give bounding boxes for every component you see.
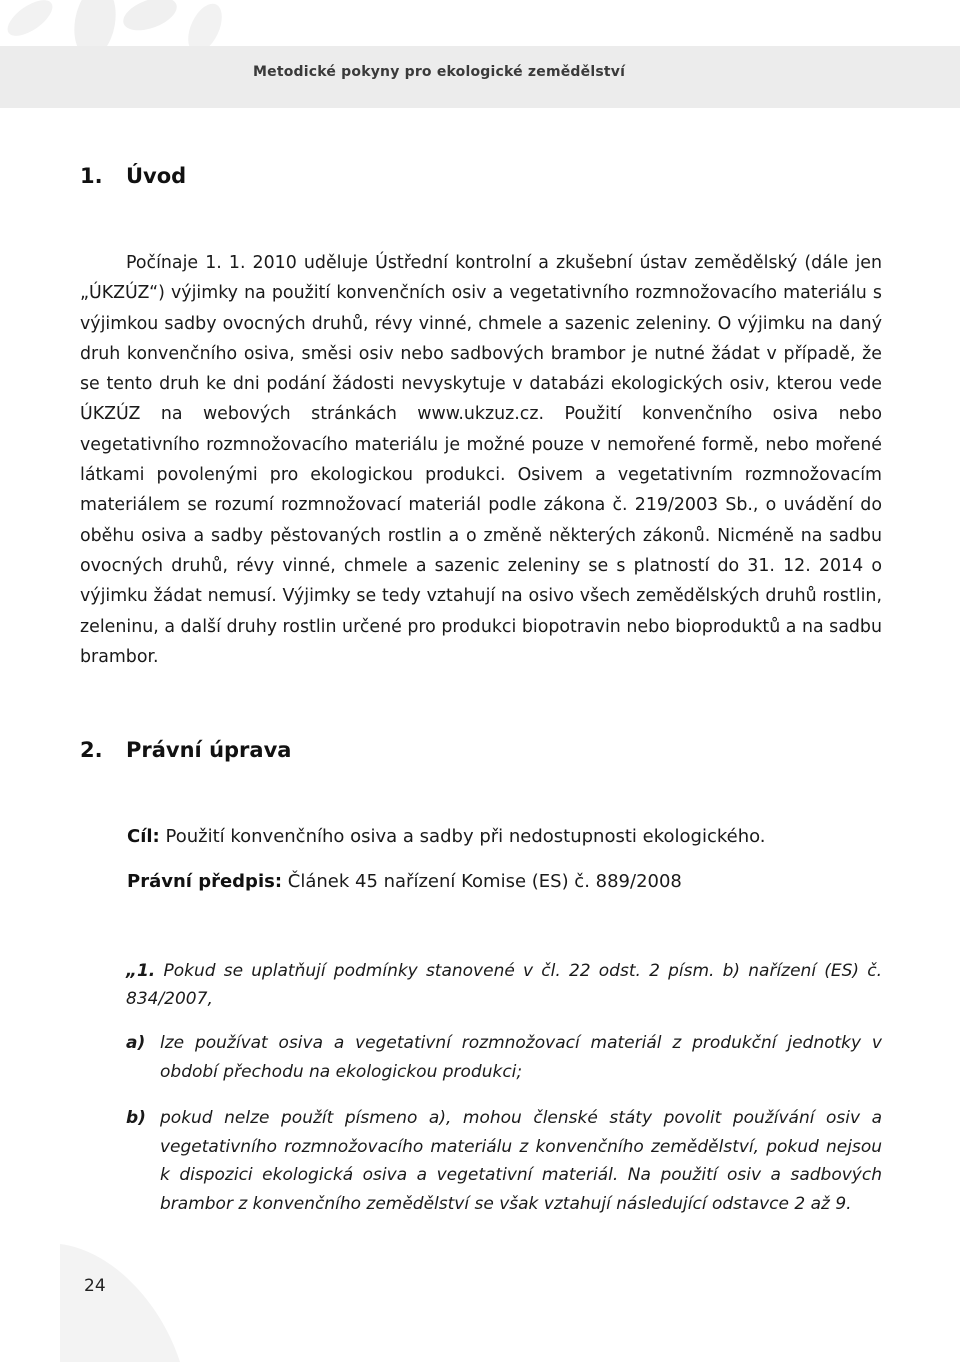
regulation-line	[127, 871, 682, 892]
section-1-heading	[80, 164, 186, 188]
regulation-label: Právní předpis:	[127, 871, 283, 892]
section-1-paragraph: Počínaje 1. 1. 2010 uděluje Ústřední kontrolní a zkušební ústav zemědělský (dále jen „ÚKZÚZ“) výjimky na použití konvenčních osiv a vegetativního rozmnožovacího materiálu s výjimkou sadby ovocných druhů, révy vinné, chmele a sazenic zeleniny. O výjimku na daný druh konvenčního osiva, směsi osiv nebo sadbových brambor je nutné žádat v případě, že se tento druh ke dni podání žádosti nevyskytuje v databázi ekologických osiv, kterou vede ÚKZÚZ na webových stránkách www.ukzuz.cz. Použití konvenčního osiva nebo vegetativního rozmnožovacího materiálu je možné pouze v nemořené formě, nebo mořené látkami povolenými pro ekologickou produkci. Osivem a vegetativním rozmnožovacím materiálem se rozumí rozmnožovací materiál podle zákona č. 219/2003 Sb., o uvádění do oběhu osiva a sadby pěstovaných rostlin a o změně některých zákonů. Nicméně na sadbu ovocných druhů, révy vinné, chmele a sazenic zeleniny se s platností do 31. 12. 2014 o výjimku žádat nemusí. Výjimky se tedy vztahují na osivo všech zemědělských druhů rostlin, zeleninu, a další druhy rostlin určené pro produkci biopotravin nebo bioproduktů a na sadbu brambor.	[80, 253, 882, 667]
section-2-heading	[80, 738, 291, 762]
section-2-title: Právní úprava	[126, 738, 292, 762]
goal-line	[127, 826, 766, 847]
running-title: Metodické pokyny pro ekologické zemědělství	[253, 64, 626, 80]
section-1-number: 1.	[80, 164, 103, 188]
quote-item-a	[126, 1029, 882, 1086]
goal-text: Použití konvenčního osiva a sadby při nedostupnosti ekologického.	[165, 826, 766, 847]
quote-intro-text: Pokud se uplatňují podmínky stanovené v čl. 22 odst. 2 písm. b) nařízení (ES) č. 834/2007,	[126, 961, 882, 1009]
goal-label: Cíl:	[127, 826, 160, 847]
quote-intro-number: „1.	[126, 961, 156, 981]
page-number: 24	[84, 1276, 106, 1296]
quote-item-b	[126, 1104, 882, 1218]
quote-item-marker: a)	[126, 1033, 146, 1053]
regulation-text: Článek 45 nařízení Komise (ES) č. 889/2008	[287, 871, 682, 892]
quote-intro	[126, 957, 882, 1013]
corner-decoration	[0, 1240, 190, 1362]
section-2-number: 2.	[80, 738, 103, 762]
quote-item-text: pokud nelze použít písmeno a), mohou členské státy povolit používání osiv a vegetativního rozmnožovacího materiálu z konvenčního zemědělství, pokud nejsou k dispozici ekologická osiva a vegetativní materiál. Na použití osiv a sadbových brambor z konvenčního zemědělství se však vztahují následující odstavce 2 až 9.	[160, 1108, 882, 1214]
quote-item-marker: b)	[126, 1108, 146, 1128]
quote-item-text: lze používat osiva a vegetativní rozmnožovací materiál z produkční jednotky v období přechodu na ekologickou produkci;	[160, 1033, 882, 1082]
section-1-title: Úvod	[126, 164, 187, 188]
